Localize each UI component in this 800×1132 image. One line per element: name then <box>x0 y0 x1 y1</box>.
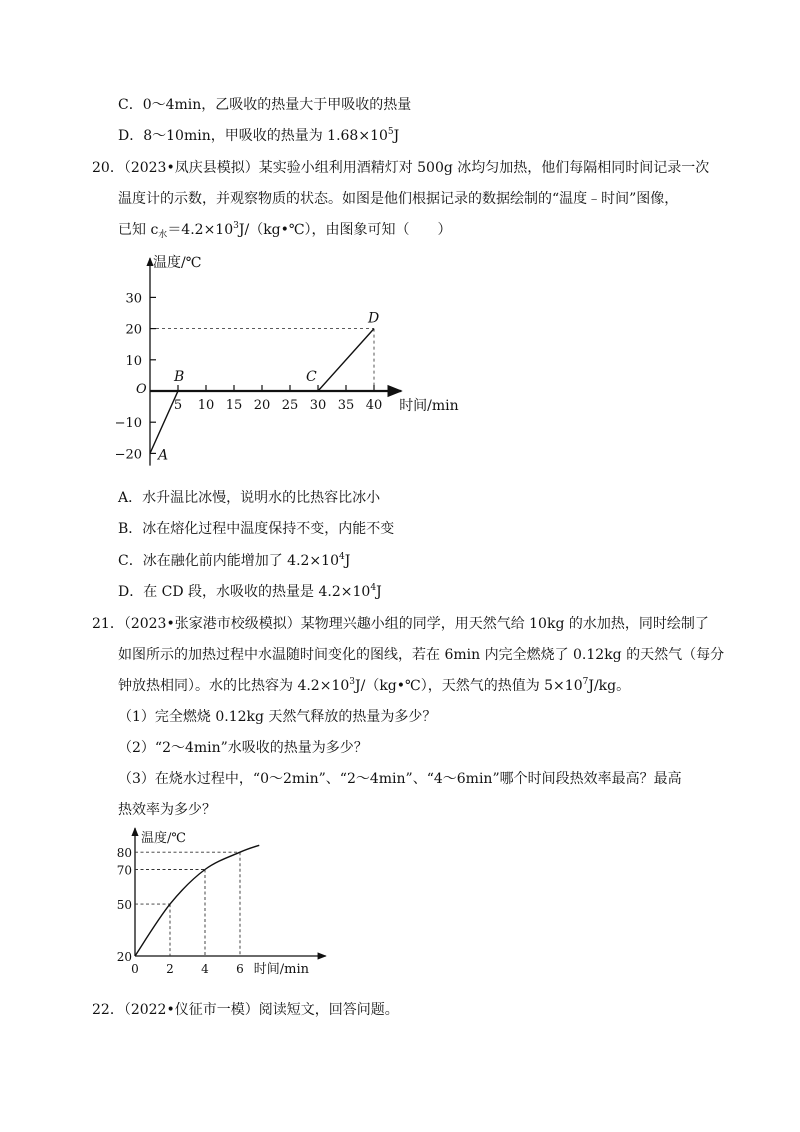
q20-option-c: C．冰在融化前内能增加了 $4.2\times 10^4J$ <box>118 552 351 569</box>
y-tick-label: −20 <box>114 447 142 463</box>
q21-stem-line1: 21．（2023•张家港市校级模拟）某物理兴趣小组的同学，用天然气给 10kg 的水加热，同时绘制了 <box>92 616 709 632</box>
x-tick-label: 40 <box>365 398 383 413</box>
q20-stem-line1: 20．（2023•凤庆县模拟）某实验小组利用酒精灯对 500g 冰均匀加热，他们每隔相同时间记录一次 <box>92 160 710 176</box>
x-tick-label: 4 <box>201 962 209 976</box>
x-tick-label: 6 <box>236 962 244 976</box>
temperature-time-chart-water <box>105 822 345 982</box>
y-tick-label: 30 <box>125 291 142 307</box>
x-tick-label: 20 <box>253 398 271 413</box>
x-tick-label: 10 <box>197 398 215 413</box>
point-label-a: A <box>158 447 169 464</box>
q21-stem-line3: 钟放热相同）。水的比热容为 $4.2\times 10^3J/(kg•℃)$，天然气的热值为 $5\times 10^7J/kg$。 <box>118 677 631 694</box>
q21-sub-question-1: （1）完全燃烧 0.12kg 天然气释放的热量为多少？ <box>118 709 437 725</box>
x-tick-label: 25 <box>281 398 299 413</box>
x-tick-label: 5 <box>173 398 183 413</box>
q20-stem-line2: 温度计的示数，并观察物质的状态。如图是他们根据记录的数据绘制的“温度﹣时间”图像， <box>118 191 679 207</box>
q20-option-b: B．冰在熔化过程中温度保持不变，内能不变 <box>118 521 395 537</box>
q19-option-d: D．8～10min，甲吸收的热量为 $1.68\times 10^5J$ <box>118 127 400 144</box>
q21-sub-question-3-cont: 热效率为多少？ <box>118 802 216 818</box>
q20-option-d: D．在 CD 段，水吸收的热量是 $4.2\times 10^4J$ <box>118 583 382 600</box>
y-axis-label: 温度/℃ <box>153 255 202 271</box>
q22-stem-line1: 22．（2022•仪征市一模）阅读短文，回答问题。 <box>92 1002 399 1018</box>
x-axis-label: 时间/min <box>253 962 309 977</box>
point-label-b: B <box>174 369 185 385</box>
q20-option-a: A．水升温比冰慢，说明水的比热容比冰小 <box>118 490 381 506</box>
q19-option-c: C．0～4min，乙吸收的热量大于甲吸收的热量 <box>118 97 412 113</box>
y-tick-label: 50 <box>116 898 132 913</box>
x-tick-label: 15 <box>225 398 243 413</box>
q21-stem-line2: 如图所示的加热过程中水温随时间变化的图线，若在 6min 内完全燃烧了 0.12kg 的天然气（每分 <box>118 647 725 663</box>
q21-sub-question-3: （3）在烧水过程中，“0～2min”、“2～4min”、“4～6min”哪个时间段热效率最高？最高 <box>118 771 682 787</box>
y-tick-label: 20 <box>116 950 132 964</box>
q20-stem-line3: 已知 $c_水=4.2\times 10^3J/(kg•℃)$，由图象可知（ ） <box>118 221 452 240</box>
y-tick-label: 70 <box>116 863 132 878</box>
series-curve <box>135 845 259 956</box>
temperature-time-chart-ice <box>110 250 459 475</box>
y-axis-label: 温度/℃ <box>141 831 186 846</box>
x-tick-label: 35 <box>337 398 355 413</box>
x-tick-label: 2 <box>166 962 174 976</box>
q21-sub-question-2: （2）“2～4min”水吸收的热量为多少？ <box>118 740 368 756</box>
origin-label: O <box>136 382 147 397</box>
y-tick-label: −10 <box>114 416 142 432</box>
y-tick-label: 80 <box>116 846 132 861</box>
y-tick-label: 10 <box>125 353 142 369</box>
x-tick-label: 0 <box>131 962 139 976</box>
y-tick-label: 20 <box>125 322 142 338</box>
point-label-d: D <box>368 310 380 327</box>
x-axis-label: 时间/min <box>399 398 459 414</box>
x-tick-label: 30 <box>309 398 327 413</box>
point-label-c: C <box>306 369 317 385</box>
